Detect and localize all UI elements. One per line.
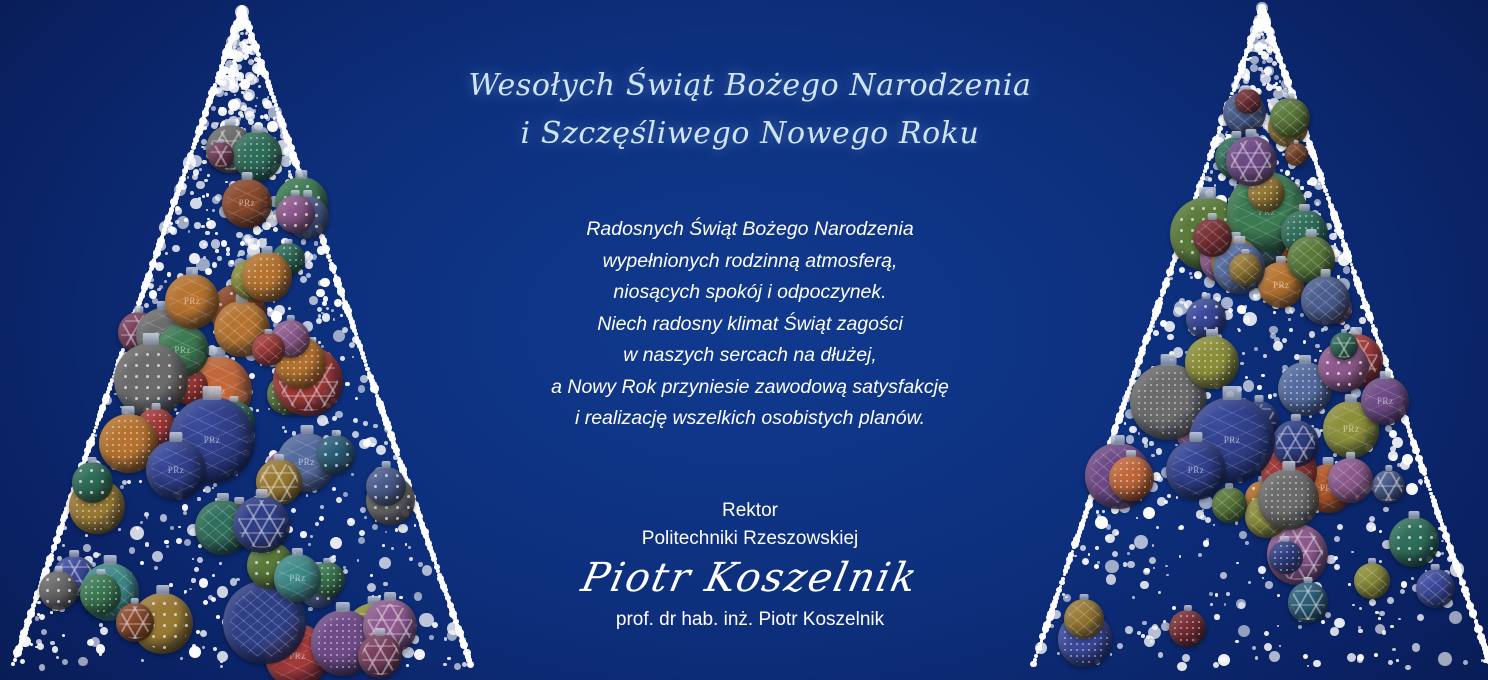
bauble-pattern xyxy=(42,574,75,607)
bauble-pattern xyxy=(1237,91,1258,112)
bauble-pattern xyxy=(1112,460,1150,498)
bauble-pattern xyxy=(1291,585,1325,619)
bauble-pattern xyxy=(1374,472,1402,500)
bauble-pattern xyxy=(1172,613,1203,644)
bauble xyxy=(1109,456,1154,501)
wishes-line-4: Niech radosny klimat Świąt zagości xyxy=(597,312,903,335)
bauble-pattern xyxy=(1190,340,1235,385)
bauble xyxy=(1372,470,1406,504)
bauble-pattern xyxy=(1332,335,1356,359)
bauble xyxy=(317,435,356,474)
greeting-line-1: Wesołych Świąt Bożego Narodzenia xyxy=(468,68,1032,103)
bauble xyxy=(222,179,271,228)
bauble-pattern xyxy=(1230,140,1272,182)
bauble xyxy=(358,634,402,678)
bauble xyxy=(233,496,290,553)
signature-block xyxy=(440,497,1060,634)
bauble xyxy=(1389,517,1439,567)
bauble-pattern xyxy=(1365,381,1405,421)
bauble xyxy=(1064,599,1104,639)
bauble-pattern xyxy=(1287,145,1306,164)
bauble xyxy=(72,462,113,503)
christmas-tree-left xyxy=(0,0,460,680)
bauble-pattern xyxy=(236,135,278,177)
bauble xyxy=(1288,582,1329,623)
wishes-paragraph xyxy=(440,214,1060,435)
bauble xyxy=(1328,458,1373,503)
bauble-pattern xyxy=(1067,602,1101,636)
bauble xyxy=(1193,218,1232,257)
wishes-line-7: i realizację wszelkich osobistych planów. xyxy=(574,407,926,430)
bauble xyxy=(1235,89,1260,114)
bauble-pattern xyxy=(1272,543,1300,571)
greeting-line-2: i Szczęśliwego Nowego Roku xyxy=(520,116,980,151)
wishes-line-5: w naszych sercach na dłużej, xyxy=(623,344,877,367)
bauble-pattern xyxy=(1263,474,1314,525)
bauble xyxy=(1169,610,1206,647)
bauble-pattern xyxy=(1332,462,1370,500)
bauble-pattern xyxy=(238,500,286,548)
bauble-pattern xyxy=(1357,566,1387,596)
bauble-pattern xyxy=(119,606,152,639)
bauble-pattern xyxy=(362,638,399,675)
bauble-pattern xyxy=(1393,521,1435,563)
bauble-pattern xyxy=(255,336,282,363)
bauble xyxy=(1272,420,1319,467)
bauble xyxy=(1285,143,1307,165)
bauble-pattern xyxy=(210,144,232,166)
wishes-line-1: Radosnych Świąt Bożego Narodzenia xyxy=(586,218,914,240)
bauble-pattern xyxy=(169,279,215,325)
christmas-tree-right xyxy=(1000,0,1480,680)
bauble xyxy=(39,571,78,610)
bauble xyxy=(366,467,406,507)
bauble xyxy=(1258,469,1318,529)
bauble-pattern xyxy=(1214,490,1244,520)
bauble-pattern xyxy=(1305,280,1347,322)
bauble xyxy=(116,603,155,642)
bauble-pattern xyxy=(83,578,118,613)
bauble-pattern xyxy=(226,183,268,225)
bauble-logo xyxy=(146,440,206,500)
bauble xyxy=(276,195,315,234)
bauble xyxy=(1361,377,1409,425)
bauble-pattern xyxy=(246,256,287,297)
bauble-pattern xyxy=(1276,424,1315,463)
greeting-heading xyxy=(440,62,1060,158)
bauble xyxy=(274,554,321,601)
bauble xyxy=(1212,487,1248,523)
bauble xyxy=(242,252,291,301)
bauble-pattern xyxy=(1419,572,1452,605)
bauble-pattern xyxy=(104,418,154,468)
bauble xyxy=(165,274,220,329)
bauble-pattern xyxy=(120,349,182,411)
bauble-logo xyxy=(1166,440,1226,500)
bauble xyxy=(1226,136,1276,186)
card-text-column xyxy=(440,0,1060,680)
bauble-pattern xyxy=(370,470,403,503)
bauble xyxy=(1185,336,1239,390)
wishes-line-6: a Nowy Rok przyniesie zawodową satysfakcję xyxy=(551,375,949,398)
bauble-pattern xyxy=(278,558,318,598)
bauble-pattern xyxy=(279,198,311,230)
bauble-pattern xyxy=(1196,221,1229,254)
bauble xyxy=(252,333,284,365)
bauble xyxy=(1416,569,1455,608)
signature-title-line-1: Rektor xyxy=(722,500,778,522)
bauble-pattern xyxy=(75,465,109,499)
bauble-pattern xyxy=(320,438,353,471)
wishes-line-2: wypełnionych rodzinną atmosferą, xyxy=(602,249,898,272)
bauble xyxy=(1354,563,1390,599)
handwritten-signature: Piotr Koszelnik xyxy=(577,555,923,602)
bauble xyxy=(1269,541,1303,575)
signature-name: prof. dr hab. inż. Piotr Koszelnik xyxy=(615,609,885,631)
wishes-line-3: niosących spokój i odpoczynek. xyxy=(613,281,887,304)
bauble xyxy=(208,142,235,169)
signature-title-line-2: Politechniki Rzeszowskiej xyxy=(641,527,859,549)
bauble-pattern xyxy=(1231,256,1259,284)
bauble-pattern xyxy=(1273,101,1307,135)
bauble xyxy=(1229,253,1262,286)
